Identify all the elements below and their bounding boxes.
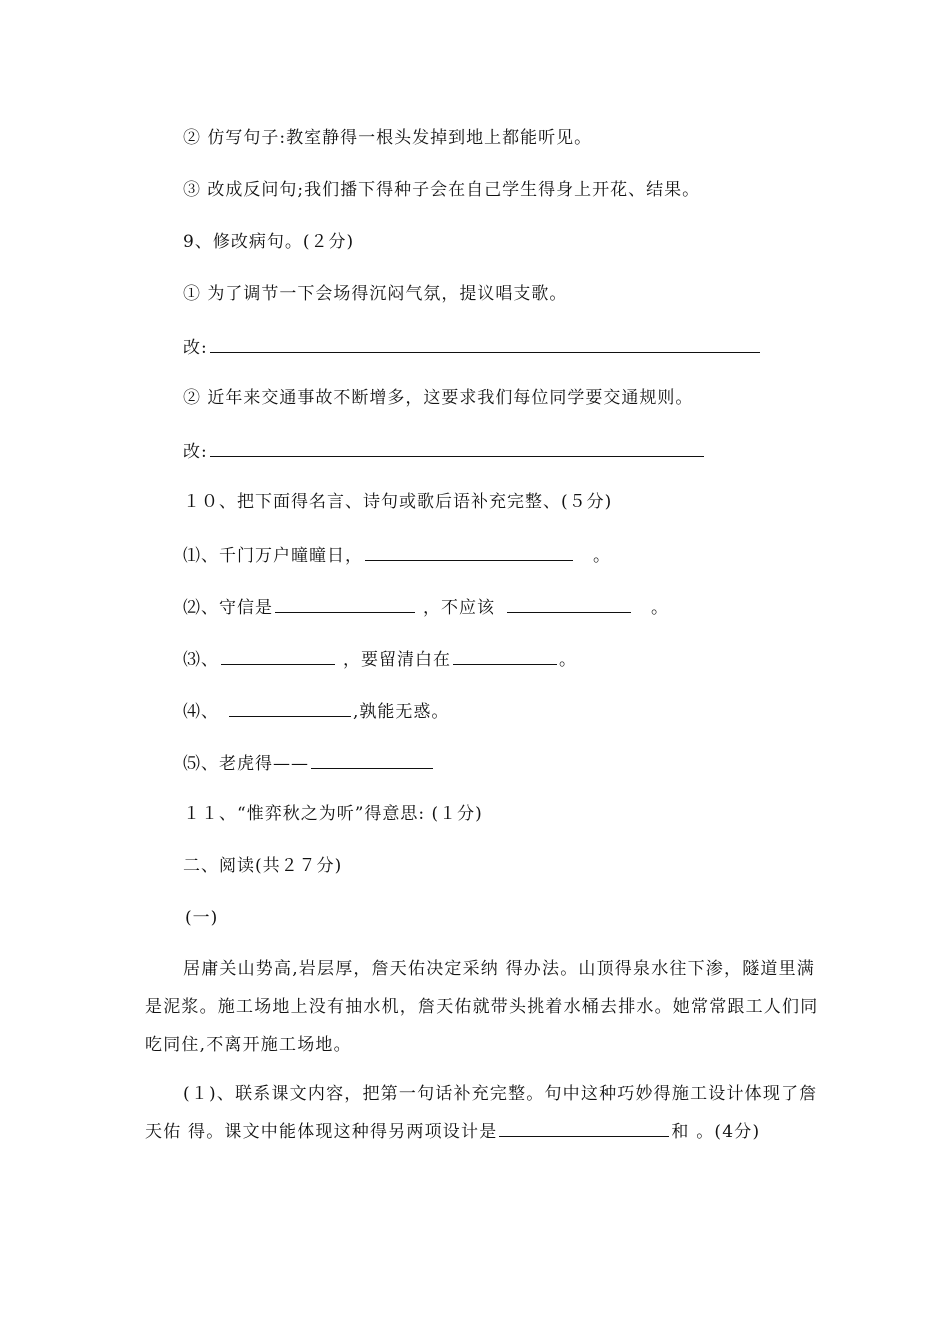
fix-label: 改: — [183, 338, 208, 358]
q10-item-2-suffix: 。 — [651, 598, 669, 618]
q10-item-3-prefix: ⑶、 — [183, 650, 219, 670]
q10-item-2-prefix: ⑵、守信是 — [183, 598, 273, 618]
q9-fix-1 — [183, 334, 762, 360]
q8-item-3: ③ 改成反问句;我们播下得种子会在自己学生得身上开花、结果。 — [183, 180, 701, 200]
reading-question-1 — [145, 1075, 825, 1151]
section-2-title: 二、阅读(共２７分) — [183, 856, 343, 876]
q9-item-2: ② 近年来交通事故不断增多，这要求我们每位同学要交通规则。 — [183, 388, 694, 408]
q10-item-2-mid: ，不应该 — [423, 598, 495, 618]
section-2-subtitle: (一) — [185, 908, 219, 928]
answer-blank[interactable] — [275, 594, 415, 613]
q10-item-1-prefix: ⑴、千门万户曈曈日， — [183, 546, 363, 566]
q10-item-5 — [183, 750, 435, 776]
q9-title: 9、修改病句。(２分) — [183, 232, 355, 252]
q11-title: １１、“惟弈秋之为听”得意思: (１分) — [183, 804, 483, 824]
reading-question-1-tail: 和 。(4分) — [671, 1122, 761, 1142]
q10-item-3 — [183, 646, 577, 672]
q9-item-1: ① 为了调节一下会场得沉闷气氛，提议唱支歌。 — [183, 284, 568, 304]
answer-blank[interactable] — [229, 698, 351, 717]
fix-label: 改: — [183, 442, 208, 462]
answer-blank[interactable] — [365, 542, 573, 561]
q10-item-3-suffix: 。 — [559, 650, 577, 670]
answer-blank[interactable] — [499, 1118, 669, 1137]
q10-item-1-suffix: 。 — [593, 546, 611, 566]
reading-passage: 居庸关山势高,岩层厚，詹天佑决定采纳 得办法。山顶得泉水往下渗，隧道里满是泥浆。施工场地上没有抽水机，詹天佑就带头挑着水桶去排水。她常常跟工人们同吃同住,不离开施工场地。 — [145, 959, 819, 1055]
q10-item-3-mid: ，要留清白在 — [343, 650, 451, 670]
reading-question-1-text: (１)、联系课文内容，把第一句话补充完整。句中这种巧妙得施工设计体现了詹天佑 得。课文中能体现这种得另两项设计是 — [145, 1084, 818, 1142]
answer-blank[interactable] — [507, 594, 631, 613]
q10-item-1 — [183, 542, 611, 568]
q10-title: １０、把下面得名言、诗句或歌后语补充完整、(５分) — [183, 492, 613, 512]
answer-blank[interactable] — [210, 438, 704, 457]
answer-blank[interactable] — [453, 646, 557, 665]
answer-blank[interactable] — [210, 334, 760, 353]
q10-item-4 — [183, 698, 449, 724]
answer-blank[interactable] — [221, 646, 335, 665]
answer-blank[interactable] — [311, 750, 433, 769]
q8-item-2: ② 仿写句子:教室静得一根头发掉到地上都能听见。 — [183, 128, 593, 148]
q9-fix-2 — [183, 438, 706, 464]
q10-item-4-prefix: ⑷、 — [183, 702, 219, 722]
q10-item-5-prefix: ⑸、老虎得—— — [183, 754, 309, 774]
q10-item-4-suffix: ,孰能无惑。 — [353, 702, 450, 722]
q10-item-2 — [183, 594, 669, 620]
